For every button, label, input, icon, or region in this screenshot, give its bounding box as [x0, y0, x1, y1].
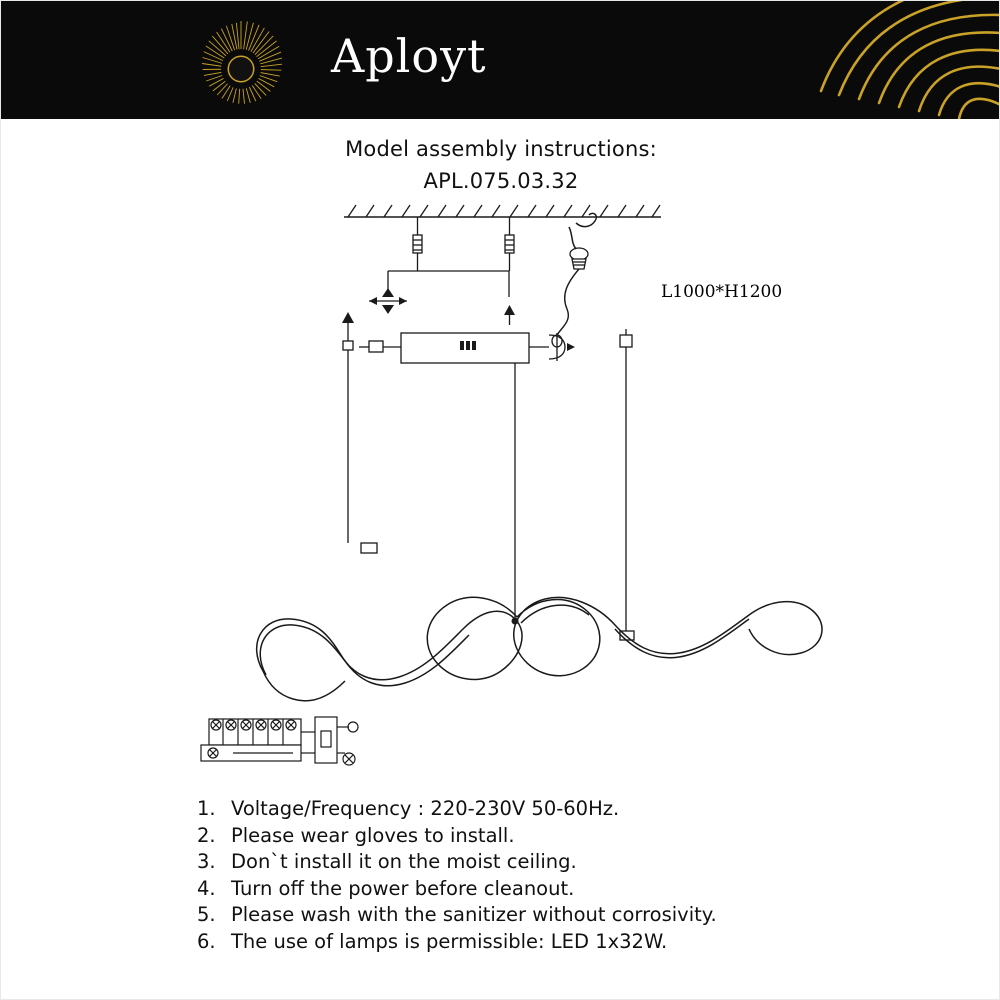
list-item-text: Please wear gloves to install.	[231, 823, 515, 847]
dimension-label: L1000*H1200	[661, 282, 783, 302]
page-title: Model assembly instructions:	[345, 137, 657, 161]
list-item-text: Turn off the power before cleanout.	[231, 876, 575, 900]
list-item-number: 3.	[197, 850, 216, 873]
model-code: APL.075.03.32	[423, 169, 579, 193]
instruction-list	[197, 796, 977, 955]
hatched-ceiling-line	[344, 205, 661, 217]
list-item	[197, 876, 977, 903]
header-banner	[1, 1, 1000, 119]
ribbon-lamp-body-icon	[257, 597, 822, 700]
assembly-diagram	[1, 119, 1000, 799]
anchor-spacing-dimension	[369, 271, 515, 325]
terminal-block-wiring-icon	[201, 717, 358, 765]
list-item-number: 6.	[197, 929, 216, 953]
led-driver-box-icon	[359, 333, 575, 363]
list-item-text: Voltage/Frequency : 220-230V 50-60Hz.	[231, 797, 620, 820]
list-item-text: Please wash with the sanitizer without corrosivity.	[231, 903, 717, 926]
fan-rays-icon	[671, 1, 1000, 119]
list-item-number: 4.	[197, 876, 216, 900]
list-item-text: The use of lamps is permissible: LED 1x32W.	[231, 929, 668, 953]
center-hanger-wire	[512, 363, 519, 625]
list-item	[197, 796, 977, 823]
ceiling-anchor-icon	[413, 217, 514, 271]
list-item	[197, 849, 977, 876]
list-item-number: 5.	[197, 903, 216, 926]
list-item-text: Don`t install it on the moist ceiling.	[231, 850, 577, 873]
list-item-number: 2.	[197, 823, 216, 847]
list-item	[197, 929, 977, 956]
list-item	[197, 902, 977, 929]
brand-name: Aployt	[331, 29, 487, 83]
suspension-cable-icon	[552, 213, 596, 347]
sunburst-logo-icon	[191, 19, 291, 119]
right-hanger-marker	[620, 329, 634, 640]
list-item	[197, 823, 977, 850]
list-item-number: 1.	[197, 797, 216, 820]
